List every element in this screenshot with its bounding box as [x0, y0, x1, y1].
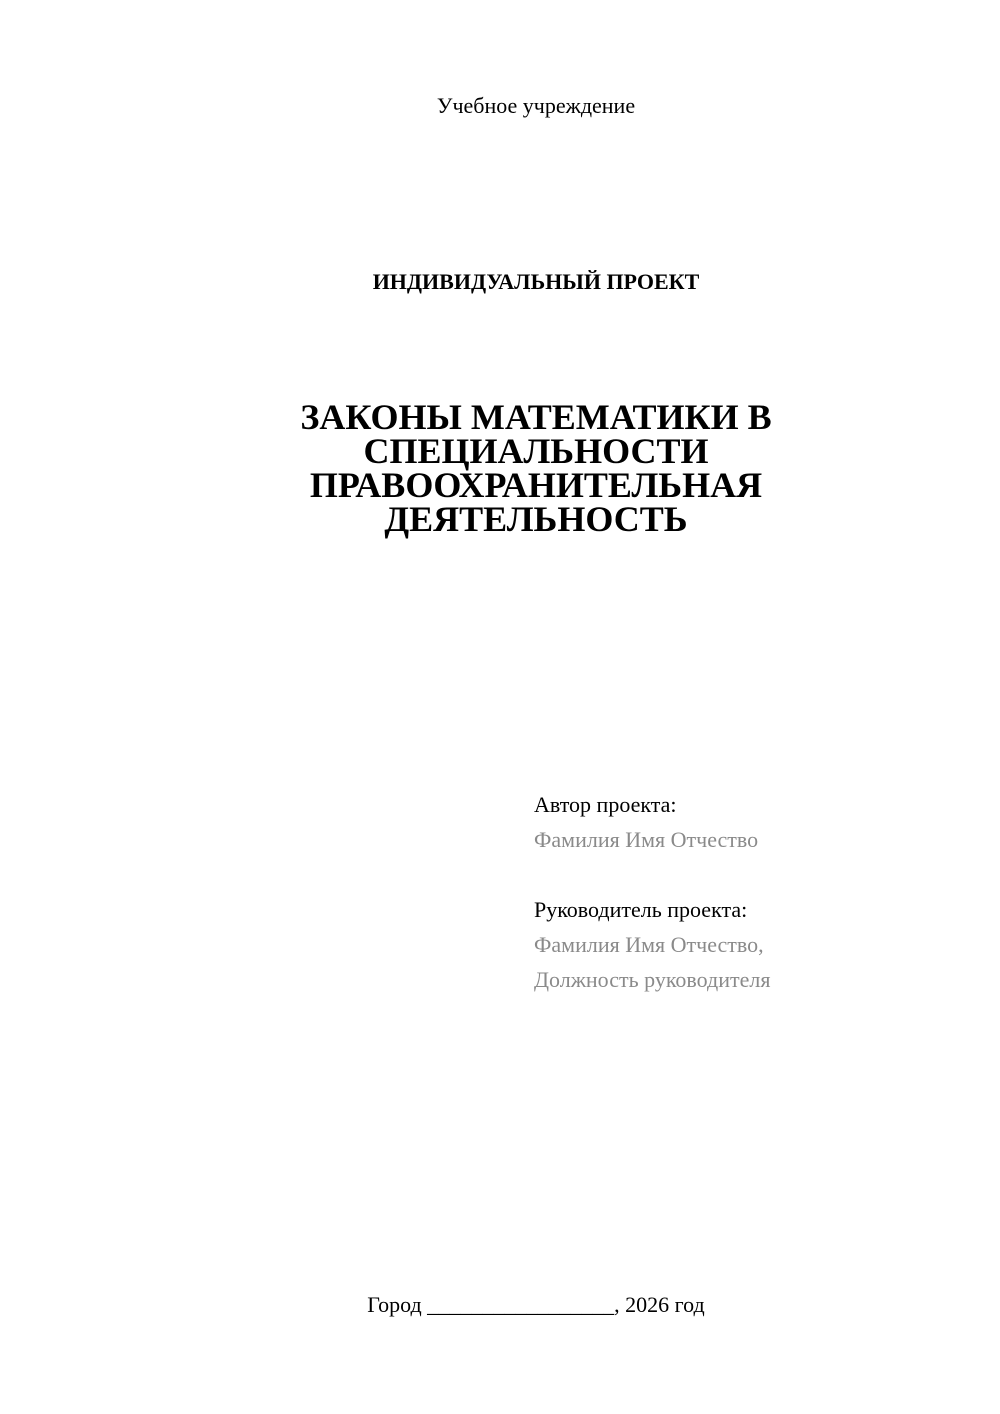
city-year-line: Город _________________, 2026 год — [367, 1292, 705, 1317]
author-label: Автор проекта: — [534, 792, 677, 817]
project-title-line: СПЕЦИАЛЬНОСТИ — [363, 431, 709, 471]
supervisor-label: Руководитель проекта: — [534, 897, 748, 922]
author-name-placeholder: Фамилия Имя Отчество — [534, 827, 759, 852]
institution-name: Учебное учреждение — [436, 93, 636, 118]
project-participants — [534, 787, 974, 997]
project-title-line: ДЕЯТЕЛЬНОСТЬ — [384, 499, 688, 539]
supervisor-position-placeholder: Должность руководителя — [534, 967, 771, 992]
supervisor-name-placeholder: Фамилия Имя Отчество, — [534, 932, 764, 957]
project-title — [236, 397, 836, 539]
project-title-line: ПРАВООХРАНИТЕЛЬНАЯ — [309, 465, 763, 505]
document-type-heading: ИНДИВИДУАЛЬНЫЙ ПРОЕКТ — [372, 269, 700, 294]
project-title-line: ЗАКОНЫ МАТЕМАТИКИ В — [300, 397, 772, 437]
spacer — [534, 857, 974, 892]
